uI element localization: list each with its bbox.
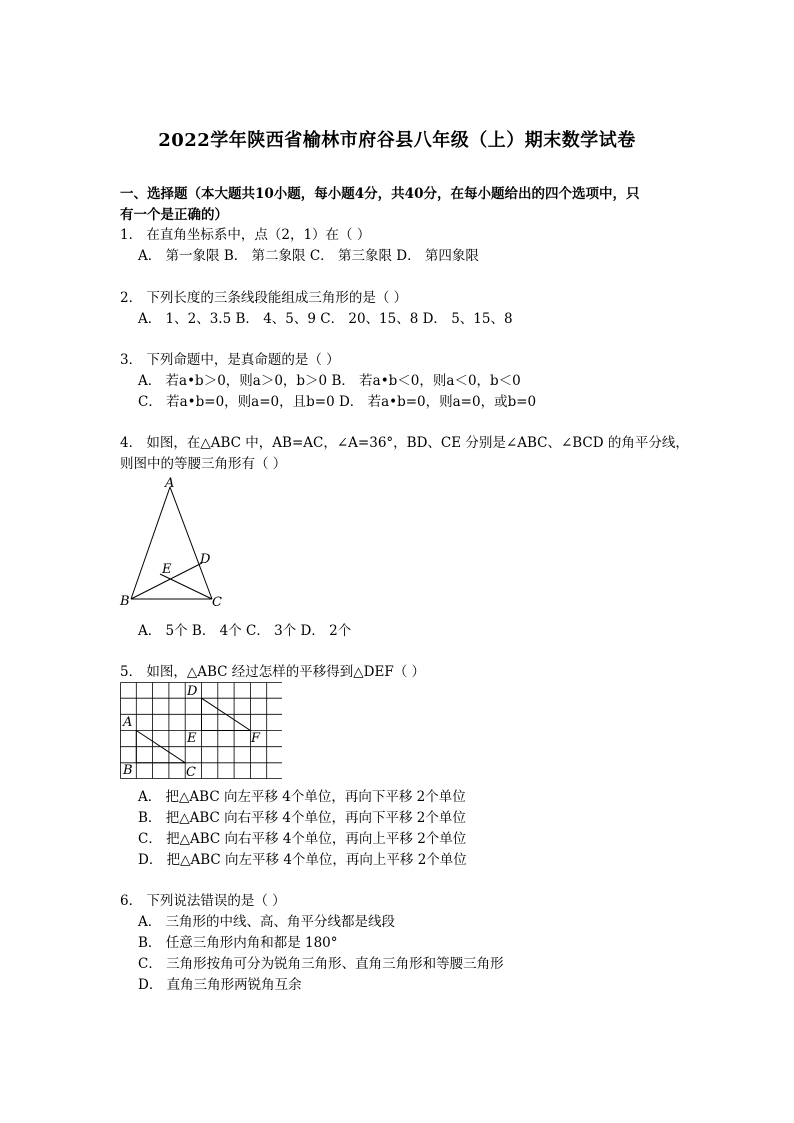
label-a: A [165, 476, 175, 491]
label-d: D [187, 684, 198, 699]
q6-stem: 6． 下列说法错误的是（ ） [120, 893, 286, 909]
triangle-figure [112, 475, 232, 610]
q6-option-d: D． 直角三角形两锐角互余 [138, 977, 302, 993]
q5-option-a: A． 把△ABC 向左平移 4个单位，再向下平移 2个单位 [138, 789, 466, 805]
q4-stem-line2: 则图中的等腰三角形有（ ） [120, 456, 287, 472]
label-a: A [123, 715, 133, 730]
label-e: E [162, 562, 172, 577]
q6-option-a: A． 三角形的中线、高、角平分线都是线段 [138, 914, 396, 930]
label-d: D [200, 552, 211, 567]
section-heading-line2: 有一个是正确的） [120, 207, 228, 223]
q5-stem: 5． 如图，△ABC 经过怎样的平移得到△DEF（ ） [120, 664, 426, 680]
label-f: F [251, 731, 261, 746]
grid-figure [120, 682, 282, 780]
q3-stem: 3． 下列命题中，是真命题的是（ ） [120, 352, 340, 368]
label-b: B [120, 594, 130, 609]
q4-stem: 4． 如图，在△ABC 中，AB=AC，∠A=36°，BD、CE 分别是∠ABC、∠BCD 的角平分线， [120, 435, 689, 451]
label-e: E [187, 731, 197, 746]
q6-option-b: B． 任意三角形内角和都是 180° [138, 935, 338, 951]
q4-options: A． 5个 B． 4个 C． 3个 D． 2个 [138, 623, 352, 639]
q3-options-cd: C． 若a•b=0，则a=0，且b=0 D． 若a•b=0，则a=0，或b=0 [138, 394, 537, 410]
q2-options: A． 1、2、3.5 B． 4、5、9 C． 20、15、8 D． 5、15、8 [138, 311, 513, 327]
q6-option-c: C． 三角形按角可分为锐角三角形、直角三角形和等腰三角形 [138, 956, 504, 972]
q3-options-ab: A． 若a•b＞0，则a＞0，b＞0 B． 若a•b＜0，则a＜0，b＜0 [138, 373, 521, 389]
label-c: C [212, 595, 222, 610]
q2-stem: 2． 下列长度的三条线段能组成三角形的是（ ） [120, 290, 408, 306]
q5-option-c: C． 把△ABC 向右平移 4个单位，再向上平移 2个单位 [138, 831, 467, 847]
label-c: C [186, 765, 196, 780]
q1-options: A． 第一象限 B． 第二象限 C． 第三象限 D． 第四象限 [138, 248, 479, 264]
label-b: B [123, 763, 133, 778]
section-heading-line1: 一、选择题（本大题共10小题，每小题4分，共40分，在每小题给出的四个选项中，只 [120, 186, 640, 202]
q5-option-d: D． 把△ABC 向左平移 4个单位，再向上平移 2个单位 [138, 852, 467, 868]
page-title: 2022学年陕西省榆林市府谷县八年级（上）期末数学试卷 [158, 130, 636, 151]
q5-option-b: B． 把△ABC 向右平移 4个单位，再向下平移 2个单位 [138, 810, 466, 826]
q1-stem: 1． 在直角坐标系中，点（2，1）在（ ） [120, 227, 371, 243]
